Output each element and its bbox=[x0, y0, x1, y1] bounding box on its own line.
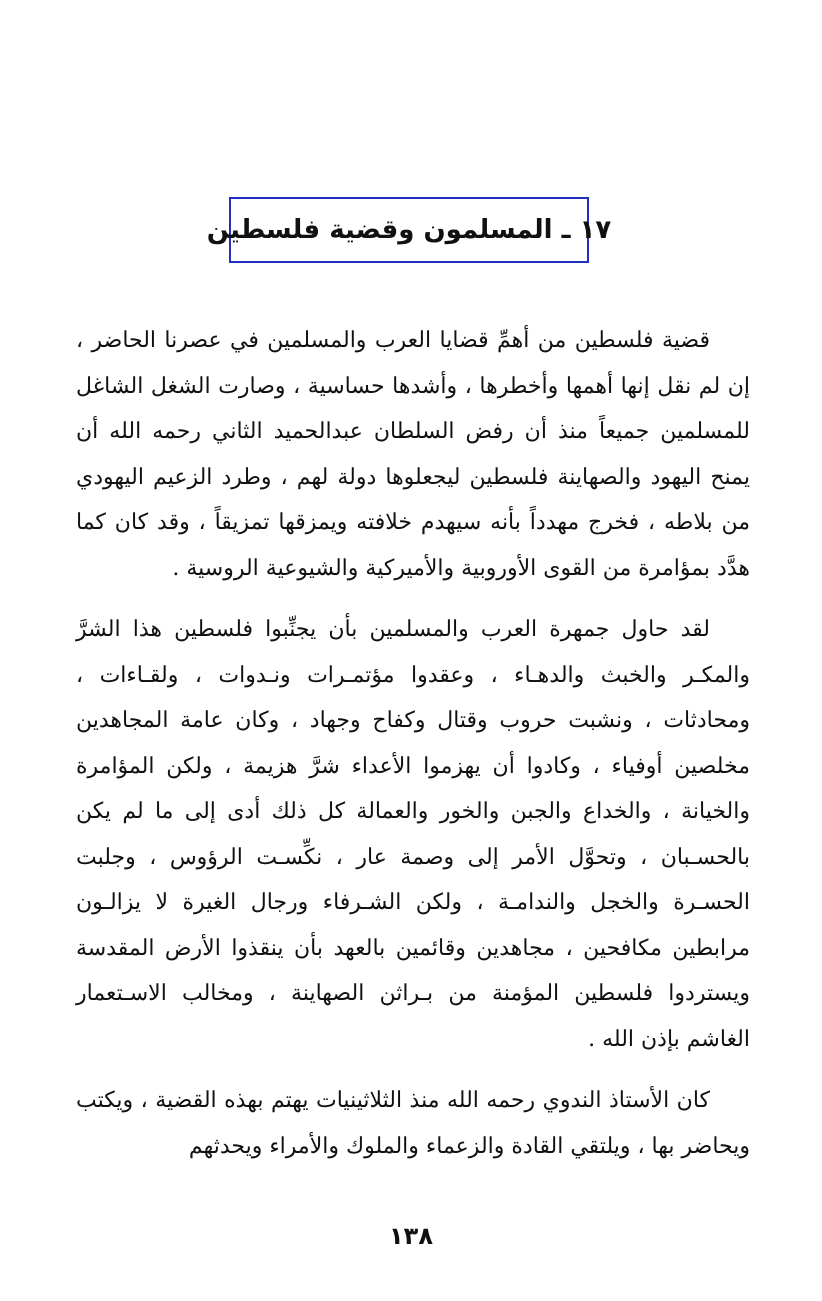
paragraph-1: قضية فلسطين من أهمِّ قضايا العرب والمسلمين في عصرنا الحاضر ، إن لم نقل إنها أهمها وأخطرها ، وأشدها حساسية ، وصارت الشغل الشاغل للمسلمين جميعاً منذ أن رفض السلطان عبدالحميد الثاني رحمه الله أن يمنح اليهود والصهاينة فلسطين ليجعلوها دولة لهم ، وطرد الزعيم اليهودي من بلاطه ، فخرج مهدداً بأنه سيهدم خلافته ويمزقها تمزيقاً ، وقد كان كما هدَّد بمؤامرة من القوى الأوروبية والأميركية والشيوعية الروسية . bbox=[76, 328, 750, 581]
paragraph-3: كان الأستاذ الندوي رحمه الله منذ الثلاثينيات يهتم بهذه القضية ، ويكتب ويحاضر بها ، ويلتقي القادة والزعماء والملوك والأمراء ويحدثهم bbox=[76, 1088, 750, 1159]
paragraph-2: لقد حاول جمهرة العرب والمسلمين بأن يجنِّبوا فلسطين هذا الشرَّ والمكـر والخبث والدهـاء ، وعقدوا مؤتمـرات ونـدوات ، ولقـاءات ، ومحادثات ، ونشبت حروب وقتال وكفاح وجهاد ، وكان عامة المجاهدين مخلصين أوفياء ، وكادوا أن يهزموا الأعداء شرَّ هزيمة ، ولكن المؤامرة والخيانة ، والخداع والجبن والخور والعمالة كل ذلك أدى إلى ما لم يكن بالحسـبان ، وتحوَّل الأمر إلى وصمة عار ، نكِّسـت الرؤوس ، وجلبت الحسـرة والخجل والندامـة ، ولكن الشـرفاء ورجال الغيرة لا يزالـون مرابطين مكافحين ، مجاهدين وقائمين بالعهد بأن ينقذوا الأرض المقدسة ويستردوا فلسطين المؤمنة من بـراثن الصهاينة ، ومخالب الاسـتعمار الغاشم بإذن الله . bbox=[76, 617, 750, 1052]
page-number: ١٣٨ bbox=[389, 1222, 433, 1250]
chapter-title-box bbox=[206, 197, 612, 263]
chapter-body bbox=[76, 318, 750, 1185]
chapter-title: ١٧ ـ المسلمون وقضية فلسطين bbox=[206, 215, 612, 245]
